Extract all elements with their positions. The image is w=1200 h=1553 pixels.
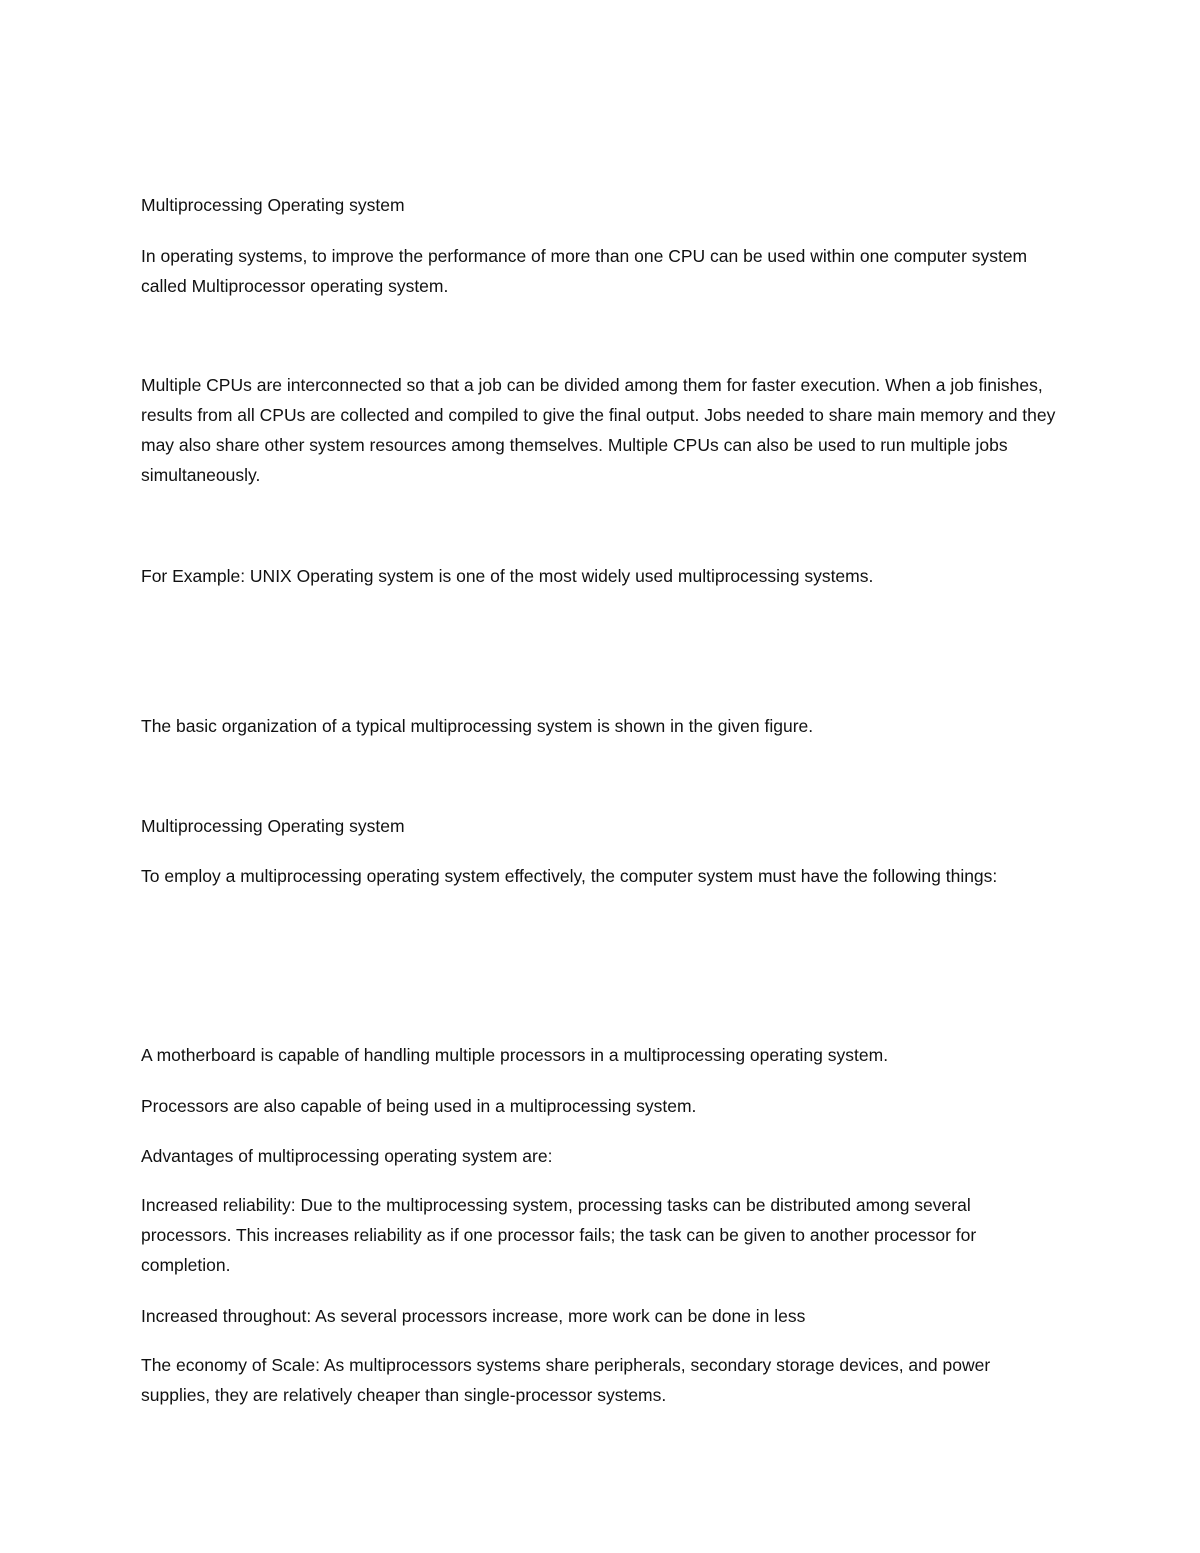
paragraph: Increased throughout: As several processors increase, more work can be done in less [141, 1306, 806, 1326]
section-heading: Multiprocessing Operating system [141, 195, 405, 215]
paragraph: The basic organization of a typical multiprocessing system is shown in the given figure. [141, 716, 814, 736]
paragraph: Increased reliability: Due to the multiprocessing system, processing tasks can be distributed among several processors. This increases reliability as if one processor fails; the task can be given to another processor for completion. [141, 1195, 977, 1275]
section-heading: Multiprocessing Operating system [141, 816, 405, 836]
paragraph: Multiple CPUs are interconnected so that a job can be divided among them for faster execution. When a job finishes, results from all CPUs are collected and compiled to give the final output. Jobs needed to share main memory and they may also share other system resources among themselves. Multiple CPUs can also be used to run multiple jobs simultaneously. [141, 375, 1056, 485]
paragraph: For Example: UNIX Operating system is one of the most widely used multiprocessing systems. [141, 566, 874, 586]
paragraph: Advantages of multiprocessing operating system are: [141, 1146, 553, 1166]
paragraph: In operating systems, to improve the performance of more than one CPU can be used within one computer system called Multiprocessor operating system. [141, 246, 1028, 296]
paragraph: The economy of Scale: As multiprocessors systems share peripherals, secondary storage devices, and power supplies, they are relatively cheaper than single-processor systems. [141, 1355, 991, 1405]
paragraph: Processors are also capable of being used in a multiprocessing system. [141, 1096, 697, 1116]
paragraph: A motherboard is capable of handling multiple processors in a multiprocessing operating system. [141, 1045, 889, 1065]
paragraph: To employ a multiprocessing operating system effectively, the computer system must have the following things: [141, 866, 998, 886]
